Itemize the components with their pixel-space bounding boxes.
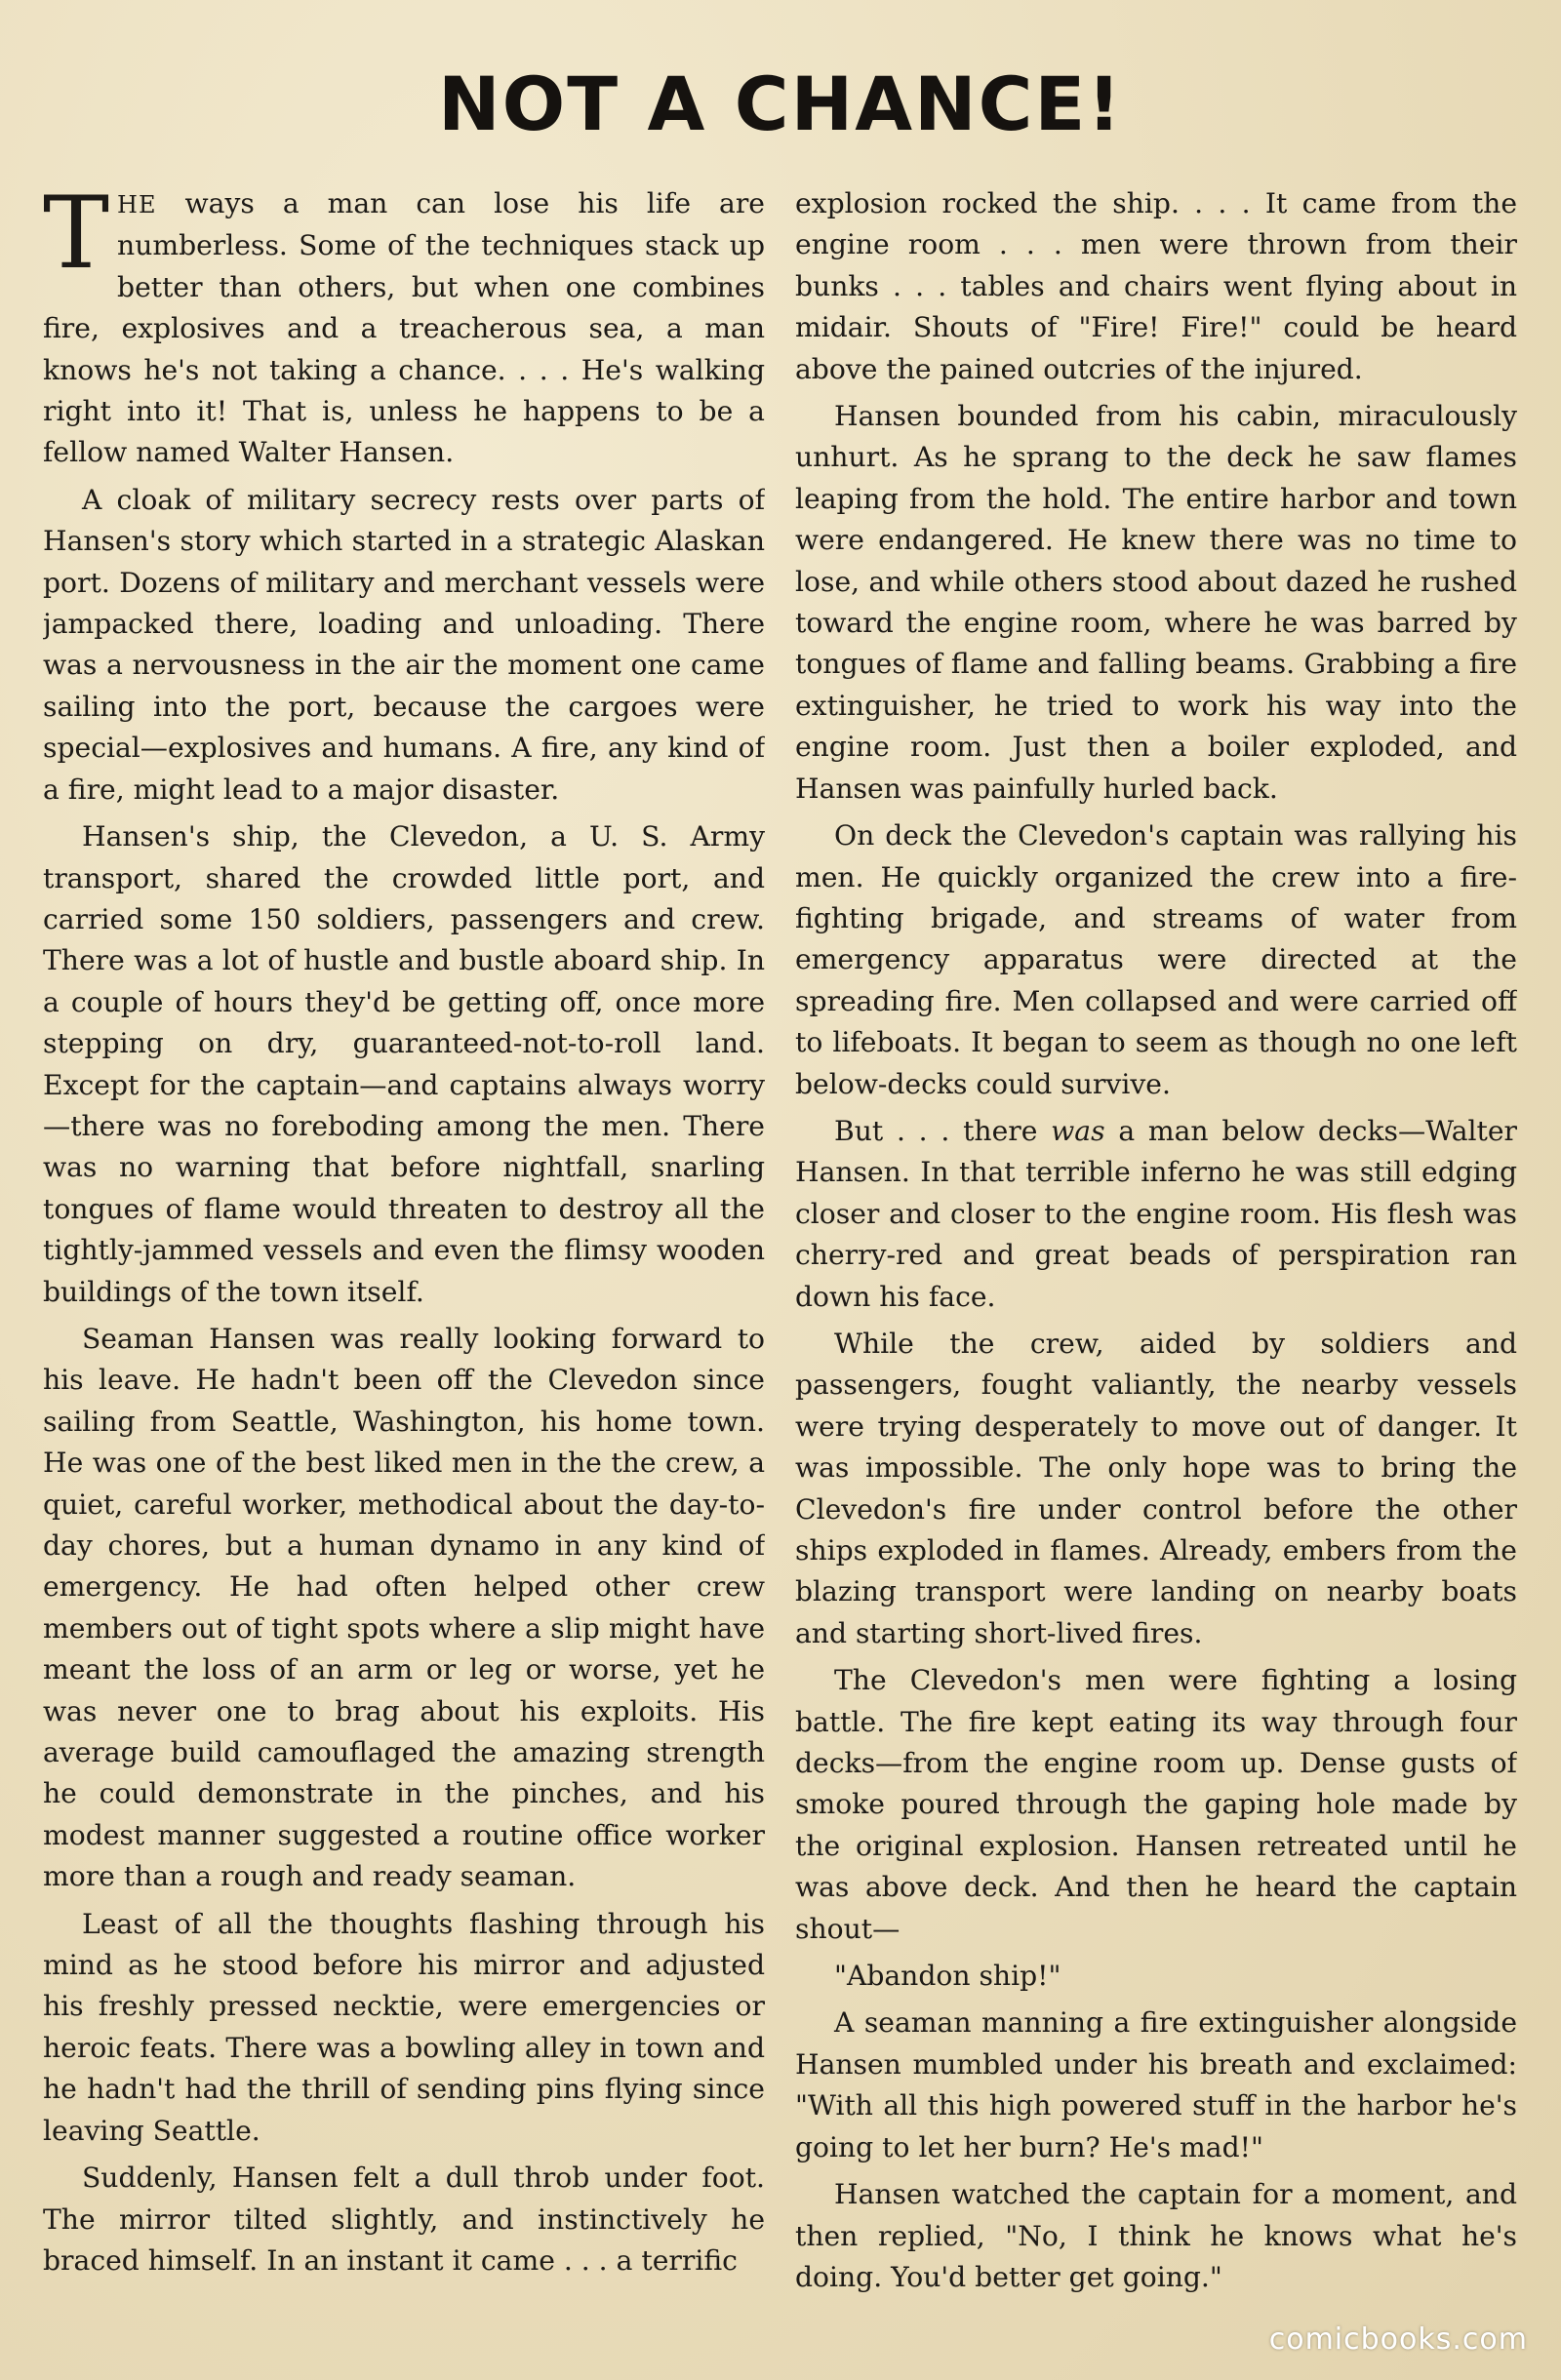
right-column xyxy=(795,183,1517,2310)
page-title: NOT A CHANCE! xyxy=(438,60,1123,147)
watermark: comicbooks.com xyxy=(1268,2322,1528,2357)
but-emphasis: was xyxy=(1051,1114,1105,1147)
opening-text: ways a man can lose his life are numberless. Some of the techniques stack up better than others, but when one combines fire, explosives and a treacherous sea, a man knows he's not taking a chance. . . . He's walking right into it! That is, unless he happens to be a fellow named Walter Hansen. xyxy=(43,187,765,469)
paragraph: Hansen bounded from his cabin, miraculously unhurt. As he sprang to the deck he saw flames leaping from the hold. The entire harbor and town were endangered. He knew there was no time to lose, and while others stood about dazed he rushed toward the engine room, where he was barred by tongues of flame and falling beams. Grabbing a fire extinguisher, he tried to work his way into the engine room. Just then a boiler exploded, and Hansen was painfully hurled back. xyxy=(795,400,1517,805)
paragraph: The Clevedon's men were fighting a losing battle. The fire kept eating its way through four decks—from the engine room up. Dense gusts of smoke poured through the gaping hole made by the original explosion. Hansen retreated until he was above deck. And then he heard the captain shout— xyxy=(795,1664,1517,1945)
left-column xyxy=(43,183,765,2310)
paragraph: Least of all the thoughts flashing through his mind as he stood before his mirror and adjusted his freshly pressed necktie, were emergencies or heroic feats. There was a bowling alley in town and he hadn't had the thrill of sending pins flying since leaving Seattle. xyxy=(43,1907,765,2147)
paragraph: "Abandon ship!" xyxy=(834,1960,1061,1993)
continuation-paragraph: explosion rocked the ship. . . . It came from the engine room . . . men were thrown from their bunks . . . tables and chairs went flying about in midair. Shouts of "Fire! Fire!" could be heard above the pained outcries of the injured. xyxy=(795,187,1517,385)
paragraph: A seaman manning a fire extinguisher alongside Hansen mumbled under his breath and exclaimed: "With all this high powered stuff in the harbor he's going to let her burn? He's mad!" xyxy=(795,2006,1517,2163)
opening-smallcaps: HE xyxy=(117,191,157,218)
paragraph-but xyxy=(795,1111,1517,1318)
paragraph: A cloak of military secrecy rests over parts of Hansen's story which started in a strategic Alaskan port. Dozens of military and merchant vessels were jampacked there, loading and unloading. There was a nervousness in the air the moment one came sailing into the port, because the cargoes were special—explosives and humans. A fire, any kind of a fire, might lead to a major disaster. xyxy=(43,483,765,806)
paragraph: Hansen's ship, the Clevedon, a U. S. Army transport, shared the crowded little port, and carried some 150 soldiers, passengers and crew. There was a lot of hustle and bustle aboard ship. In a couple of hours they'd be getting off, once more stepping on dry, guaranteed-not-to-roll land. Except for the captain—and captains always worry—there was no foreboding among the men. There was no warning that before nightfall, snarling tongues of flame would threaten to destroy all the tightly-jammed vessels and even the flimsy wooden buildings of the town itself. xyxy=(43,820,765,1308)
but-rest: a man below decks—Walter Hansen. In that terrible inferno he was still edging closer and closer to the engine room. His flesh was cherry-red and great beads of perspiration ran down his face. xyxy=(795,1114,1517,1313)
paragraph: Hansen watched the captain for a moment, and then replied, "No, I think he knows what he's doing. You'd better get going." xyxy=(795,2178,1517,2293)
paragraph: Seaman Hansen was really looking forward to his leave. He hadn't been off the Clevedon since sailing from Seattle, Washington, his home town. He was one of the best liked men in the the crew, a quiet, careful worker, methodical about the day-to-day chores, but a human dynamo in any kind of emergency. He had often helped other crew members out of tight spots where a slip might have meant the loss of an arm or leg or worse, yet he was never one to brag about his exploits. His average build camouflaged the amazing strength he could demonstrate in the pinches, and his modest manner suggested a routine office worker more than a rough and ready seaman. xyxy=(43,1322,765,1893)
paragraph: While the crew, aided by soldiers and passengers, fought valiantly, the nearby vessels were trying desperately to move out of danger. It was impossible. The only hope was to bring the Clevedon's fire under control before the other ships exploded in flames. Already, embers from the blazing transport were landing on nearby boats and starting short-lived fires. xyxy=(795,1327,1517,1649)
but-start: But . . . there xyxy=(834,1114,1052,1147)
paragraph: On deck the Clevedon's captain was rallying his men. He quickly organized the crew into a fire-fighting brigade, and streams of water from emergency apparatus were directed at the spreading fire. Men collapsed and were carried off to lifeboats. It began to seem as though no one left below-decks could survive. xyxy=(795,819,1517,1100)
dropcap: T xyxy=(43,183,110,292)
opening-paragraph xyxy=(43,183,765,474)
paragraph: Suddenly, Hansen felt a dull throb under foot. The mirror tilted slightly, and instinctively he braced himself. In an instant it came . . . a terrific xyxy=(43,2162,765,2277)
